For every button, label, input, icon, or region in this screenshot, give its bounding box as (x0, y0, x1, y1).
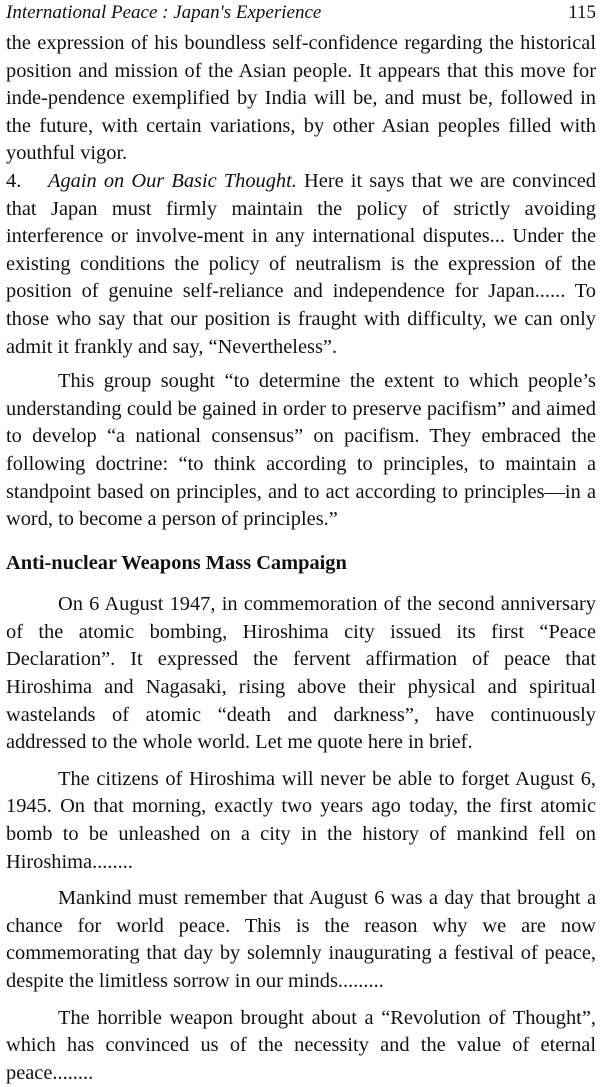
running-header (6, 0, 596, 30)
paragraph-pacifism-group: This group sought “to determine the extent to which people’s understanding could be gained in order to preserve pacifism” and aimed to develop “a national consensus” on pacifism. They embraced the following doctrine: “to think according to principles, to maintain a standpoint based on principles, and to act according to principles—in a word, to become a person of principles.” (6, 370, 596, 531)
section-heading: Anti-nuclear Weapons Mass Campaign (6, 551, 347, 574)
quote-paragraph-weapon: The horrible weapon brought about a “Revolution of Thought”, which has convinced us of the necessity and the value of eternal peace........ (6, 1006, 596, 1084)
quote-paragraph-citizens: The citizens of Hiroshima will never be able to forget August 6, 1945. On that morning, exactly two years ago today, the first atomic bomb to be unleashed on a city in the history of mankind fell on Hiroshima........ (6, 767, 596, 873)
paragraph-text: Here it says that we are convinced that Japan must firmly maintain the policy of strictly avoiding interference or involve-ment in any international disputes... Under the existing conditions the policy of neutralism is the expression of the position of genuine self-reliance and independence for Japan...... To those who say that our position is fraught with difficulty, we can only admit it frankly and say, “Nevertheless”. (6, 169, 596, 358)
quote-paragraph-mankind: Mankind must remember that August 6 was a day that brought a chance for world peace. This is the reason why we are now commemorating that day by solemnly inaugurating a festival of peace, despite the limitless sorrow in our minds......... (6, 887, 596, 992)
paragraph-title: Again on Our Basic Thought. (48, 169, 297, 192)
body-text (6, 30, 596, 1087)
paragraph-number: 4. (6, 169, 22, 192)
paragraph-continuation: the expression of his boundless self-confidence regarding the historical position and mission of the Asian people. It appears that this move for inde-pendence exemplified by India will be, and must be, followed in the future, with certain variations, by other Asian peoples filled with youthful vigor. (6, 32, 596, 165)
numbered-paragraph (6, 168, 596, 361)
paragraph-peace-declaration: On 6 August 1947, in commemoration of the second anniversary of the atomic bombing, Hiroshima city issued its first “Peace Declaration”. It expressed the fervent affirmation of peace that Hiroshima and Nagasaki, rising above their physical and spiritual wastelands of atomic “death and darkness”, have continuously addressed to the whole world. Let me quote here in brief. (6, 593, 596, 754)
running-title: International Peace : Japan's Experience (6, 2, 322, 23)
page-number: 115 (568, 2, 596, 23)
